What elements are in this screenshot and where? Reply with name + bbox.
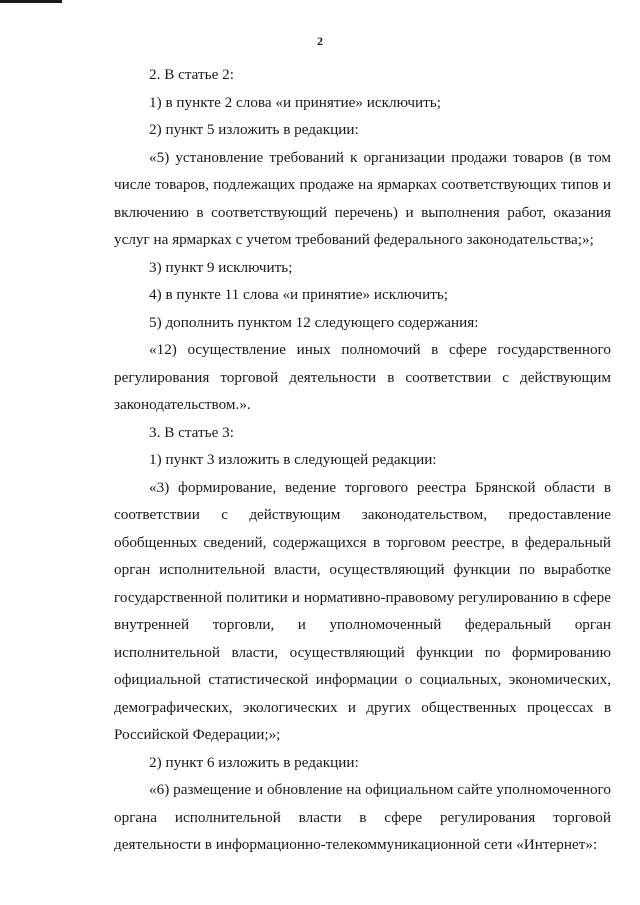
paragraph-item: 3) пункт 9 исключить; bbox=[149, 258, 293, 276]
paragraph-quote: «5) установление требований к организации продажи товаров (в том числе товаров, подлежащих продаже на ярмарках соответствующих типов и включению в соответствующий перечень) и выполнения работ, оказания услуг на ярмарках с учетом требований федерального законодательства;»; bbox=[114, 148, 611, 248]
paragraph-item: 1) в пункте 2 слова «и принятие» исключить; bbox=[149, 93, 441, 111]
paragraph-item: 4) в пункте 11 слова «и принятие» исключить; bbox=[149, 286, 448, 303]
paragraph-article-2-heading: 2. В статье 2: bbox=[149, 66, 234, 83]
paragraph-quote: «6) размещение и обновление на официальном сайте уполномоченного органа исполнительной власти в сфере регулирования торговой деятельности в информационно-телекоммуникационной сети «Интернет»: bbox=[114, 781, 611, 853]
paragraph-quote: «12) осуществление иных полномочий в сфере государственного регулирования торговой деятельности в соответствии с действующим законодательством.». bbox=[114, 341, 611, 413]
paragraph-item: 1) пункт 3 изложить в следующей редакции: bbox=[149, 451, 437, 468]
paragraph-item: 2) пункт 6 изложить в редакции: bbox=[149, 753, 359, 771]
paragraph-item: 5) дополнить пунктом 12 следующего содержания: bbox=[149, 313, 479, 331]
paragraph-item: 2) пункт 5 изложить в редакции: bbox=[149, 121, 359, 138]
page-number: 2 bbox=[317, 34, 323, 48]
paragraph-article-3-heading: 3. В статье 3: bbox=[149, 423, 234, 441]
document-body bbox=[114, 61, 611, 859]
top-rule-line bbox=[0, 0, 62, 3]
paragraph-quote: «3) формирование, ведение торгового реестра Брянской области в соответствии с действующим законодательством, предоставление обобщенных сведений, содержащихся в торговом реестре, в федеральный орган исполнительной власти, осуществляющий функции по выработке государственной политики и нормативно-правовому регулированию в сфере внутренней торговли, и уполномоченный федеральный орган исполнительной власти, осуществляющий функции по формированию официальной статистической информации о социальных, экономических, демографических, экологических и других общественных процессах в Российской Федерации;»; bbox=[114, 478, 611, 743]
